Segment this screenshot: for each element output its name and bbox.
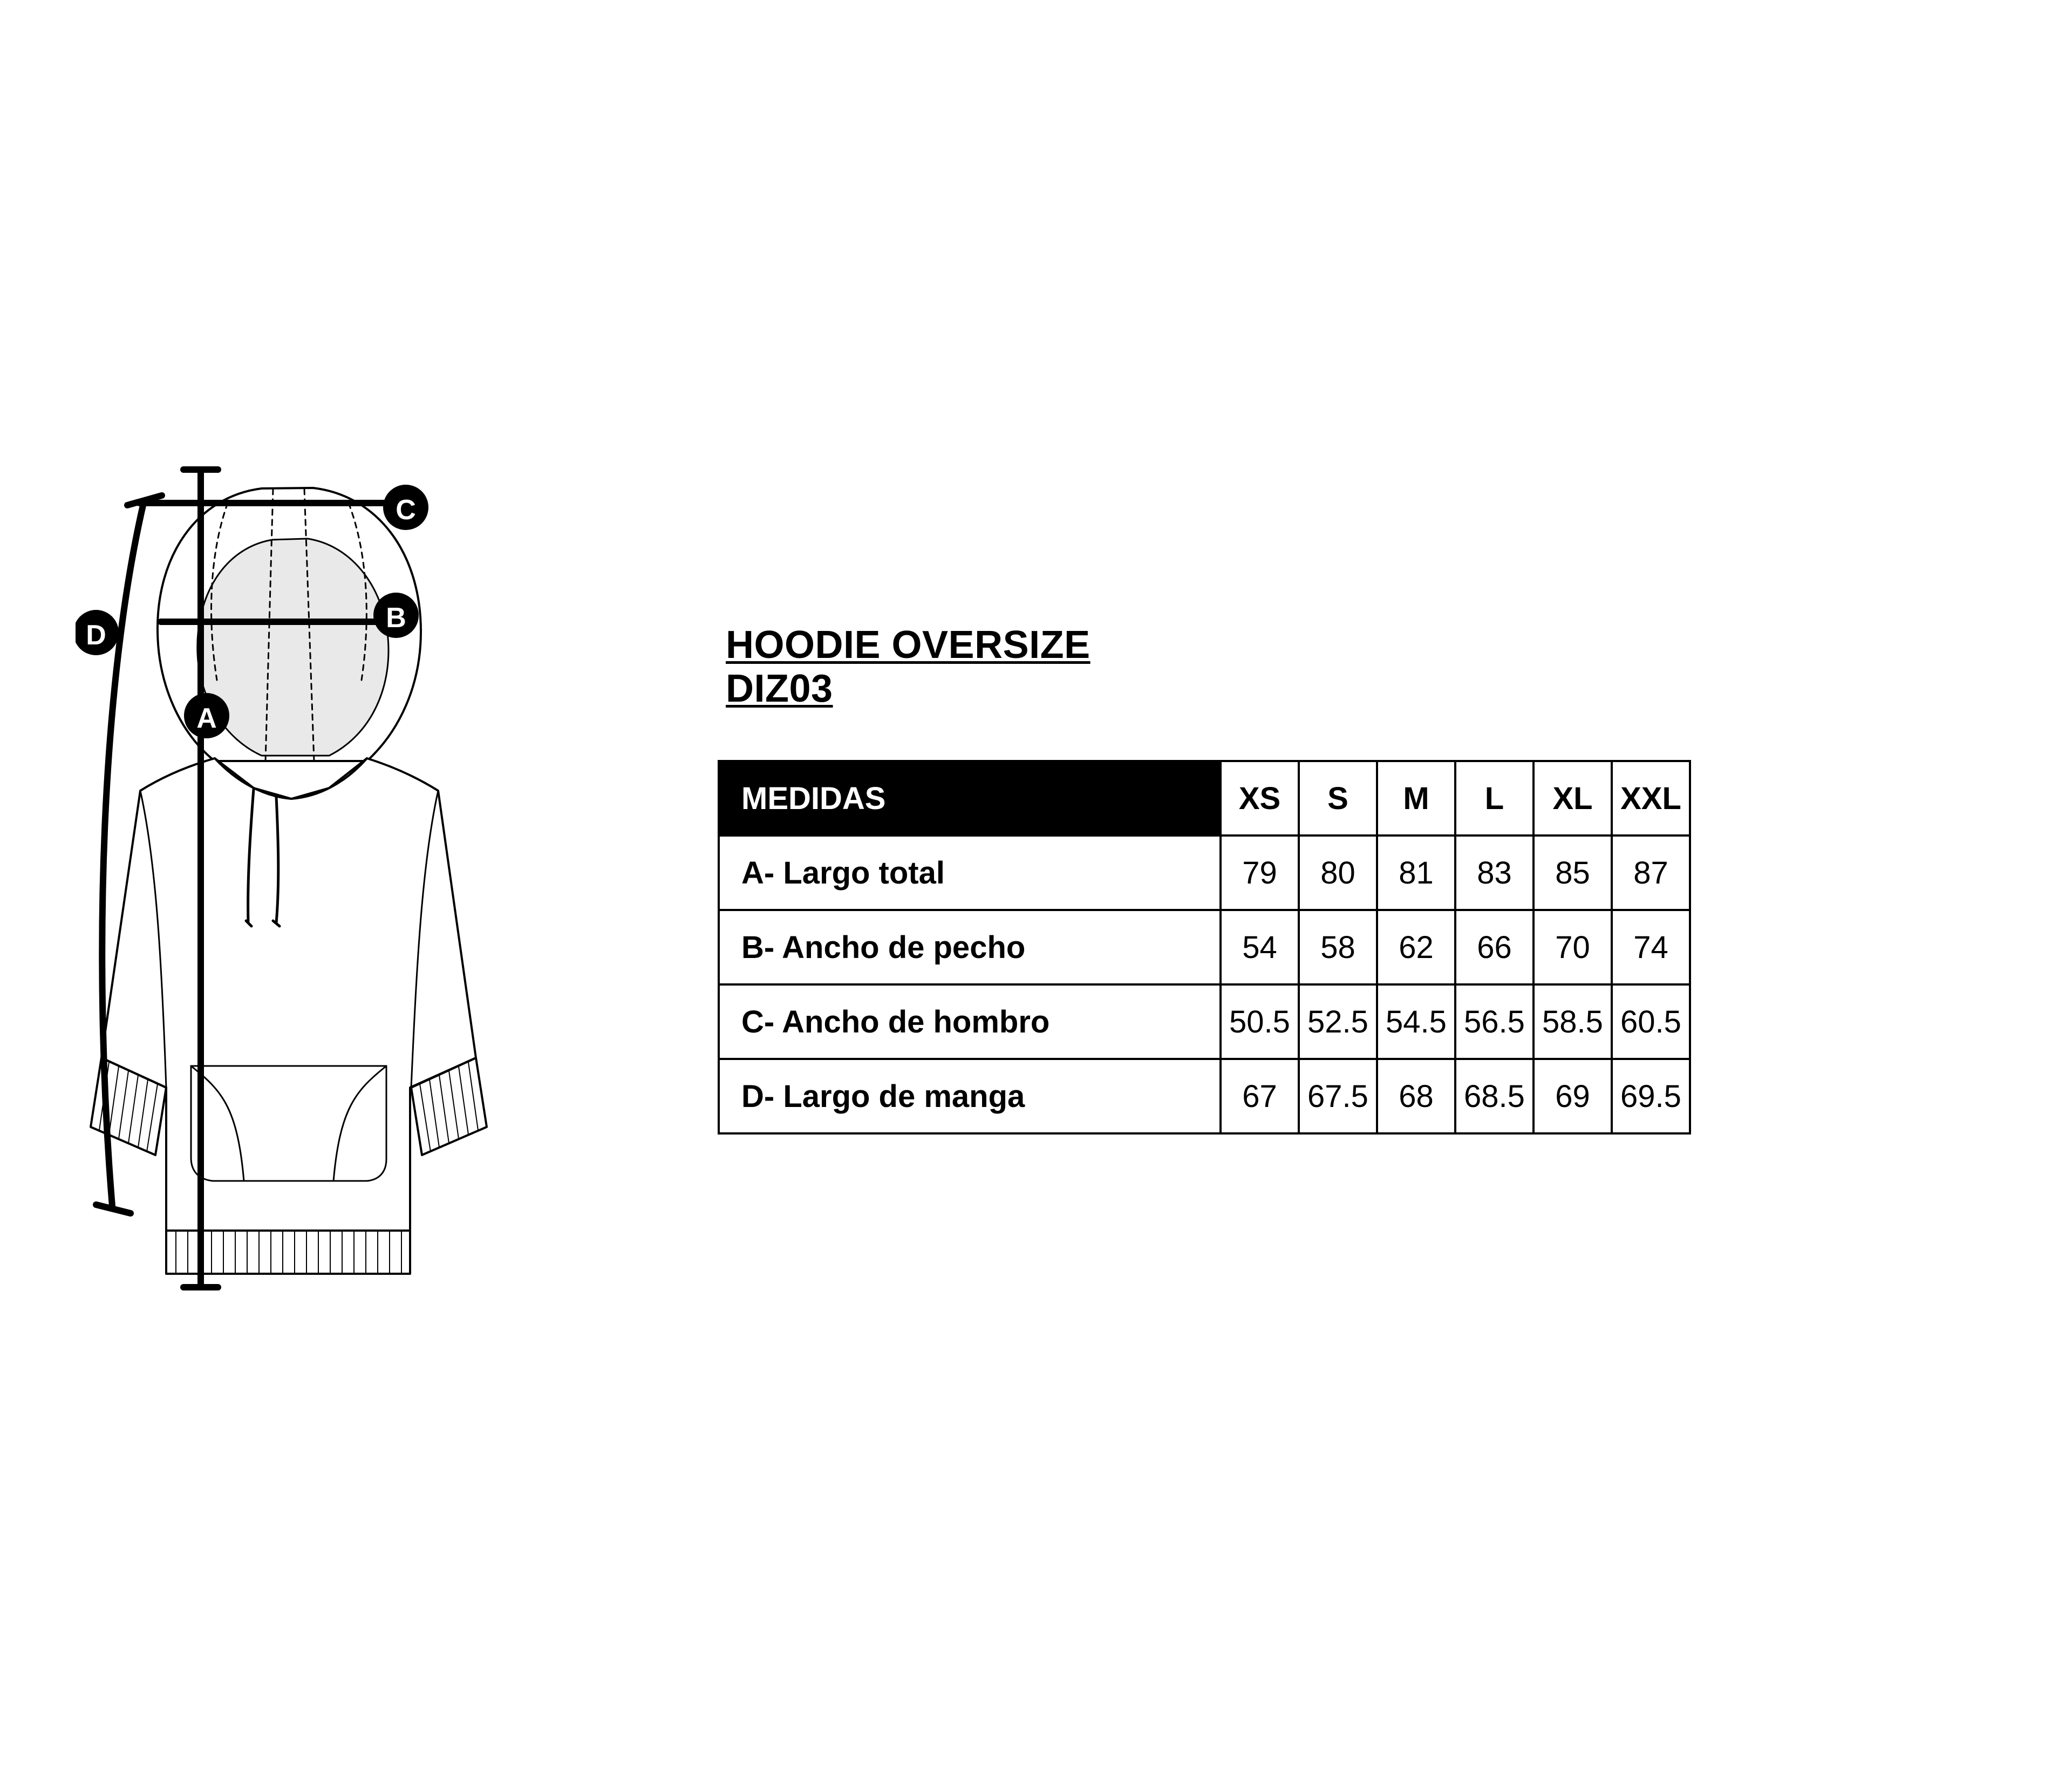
row-label-d: D- Largo de manga: [719, 1059, 1221, 1133]
callout-B: [374, 594, 418, 637]
table-row: [719, 835, 1690, 910]
table-row: [719, 1059, 1690, 1133]
header-size-xs: XS: [1221, 761, 1299, 835]
cell-b-xxl: 74: [1612, 910, 1690, 984]
cell-d-m: 68: [1377, 1059, 1455, 1133]
cell-a-l: 83: [1455, 835, 1533, 910]
cell-a-xxl: 87: [1612, 835, 1690, 910]
cell-d-xxl: 69.5: [1612, 1059, 1690, 1133]
hoodie-technical-drawing: [76, 453, 712, 1317]
cell-a-s: 80: [1299, 835, 1377, 910]
body-outline: [101, 758, 476, 1231]
cell-a-xs: 79: [1221, 835, 1299, 910]
cell-b-xl: 70: [1533, 910, 1612, 984]
svg-text:D: D: [86, 620, 106, 651]
row-label-a: A- Largo total: [719, 835, 1221, 910]
size-chart-table: [718, 760, 1691, 1135]
product-title: HOODIE OVERSIZE: [726, 623, 1090, 667]
cell-c-xs: 50.5: [1221, 984, 1299, 1059]
hem-ribbing-lines: [176, 1231, 401, 1274]
row-label-b: B- Ancho de pecho: [719, 910, 1221, 984]
cell-c-s: 52.5: [1299, 984, 1377, 1059]
header-measures: MEDIDAS: [719, 761, 1221, 835]
cell-b-l: 66: [1455, 910, 1533, 984]
cell-d-s: 67.5: [1299, 1059, 1377, 1133]
cell-b-s: 58: [1299, 910, 1377, 984]
cell-c-xxl: 60.5: [1612, 984, 1690, 1059]
table-row: [719, 984, 1690, 1059]
cell-c-m: 54.5: [1377, 984, 1455, 1059]
callout-A: [185, 694, 228, 737]
product-code: DIZ03: [726, 667, 833, 710]
title-block: [726, 623, 1481, 710]
callout-D: [76, 611, 118, 654]
header-size-xxl: XXL: [1612, 761, 1690, 835]
table-header-row: [719, 761, 1690, 835]
cell-b-m: 62: [1377, 910, 1455, 984]
cell-a-m: 81: [1377, 835, 1455, 910]
cell-d-xl: 69: [1533, 1059, 1612, 1133]
svg-text:B: B: [386, 602, 406, 634]
svg-text:C: C: [396, 494, 416, 526]
header-size-m: M: [1377, 761, 1455, 835]
cell-b-xs: 54: [1221, 910, 1299, 984]
header-size-s: S: [1299, 761, 1377, 835]
row-label-c: C- Ancho de hombro: [719, 984, 1221, 1059]
callout-C: [384, 486, 427, 529]
cell-c-l: 56.5: [1455, 984, 1533, 1059]
cell-a-xl: 85: [1533, 835, 1612, 910]
table-row: [719, 910, 1690, 984]
cell-d-l: 68.5: [1455, 1059, 1533, 1133]
svg-text:A: A: [196, 703, 217, 734]
cell-c-xl: 58.5: [1533, 984, 1612, 1059]
header-size-xl: XL: [1533, 761, 1612, 835]
cell-d-xs: 67: [1221, 1059, 1299, 1133]
header-size-l: L: [1455, 761, 1533, 835]
